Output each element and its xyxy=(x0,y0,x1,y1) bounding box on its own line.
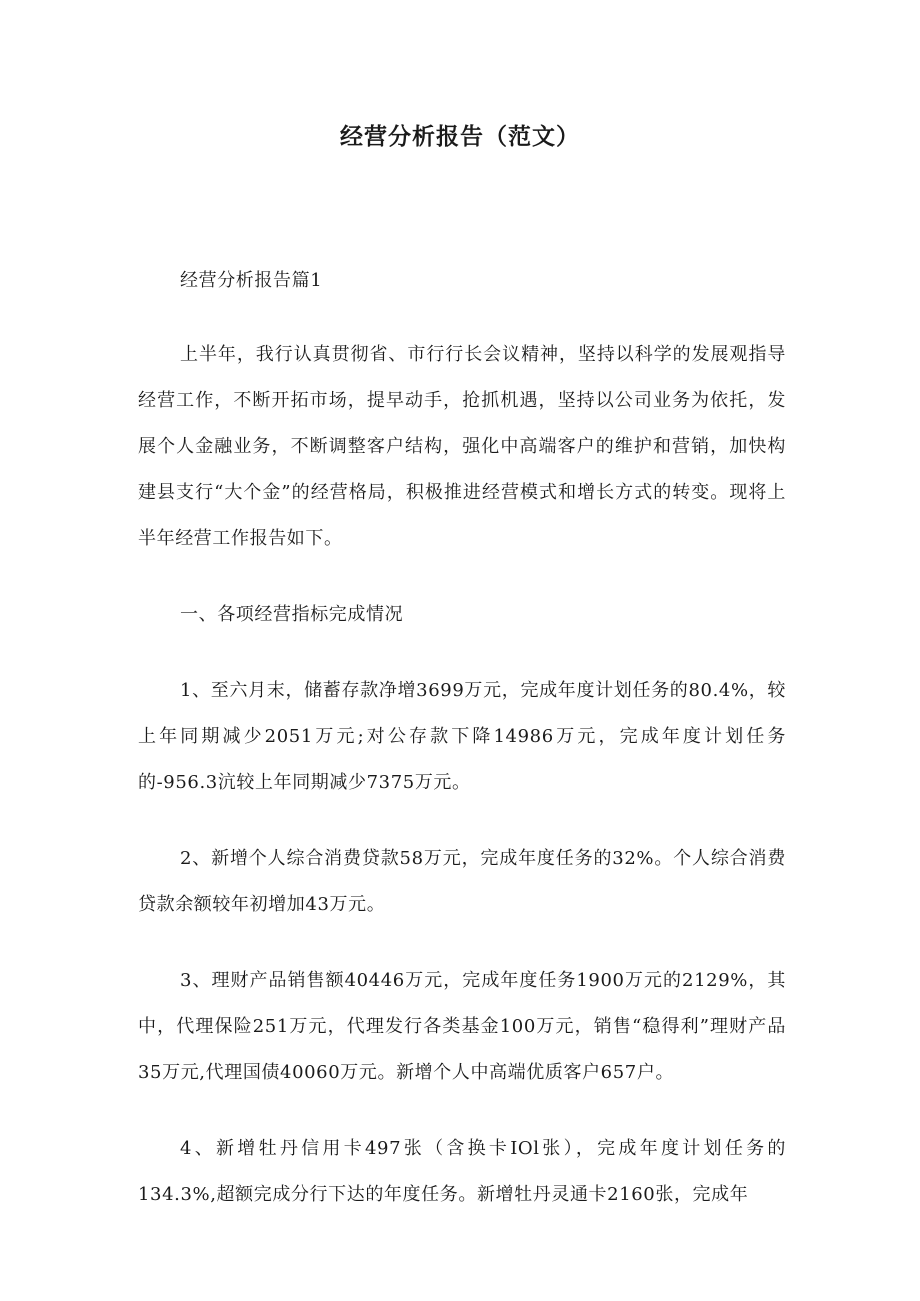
item-1-deposits: 1、至六月末，储蓄存款净增3699万元，完成年度计划任务的80.4%，较上年同期减少2051万元;对公存款下降14986万元，完成年度计划任务的-956.3沆较上年同期减少7375万元。 xyxy=(138,680,786,793)
document-title: 经营分析报告（范文） xyxy=(340,124,580,150)
item-2-consumer-loans: 2、新增个人综合消费贷款58万元，完成年度任务的32%。个人综合消费贷款余额较年初增加43万元。 xyxy=(138,848,786,915)
item-3-wealth-products: 3、理财产品销售额40446万元，完成年度任务1900万元的2129%，其中，代理保险251万元，代理发行各类基金100万元，销售“稳得利”理财产品35万元,代理国债40060万元。新增个人中高端优质客户657户。 xyxy=(138,970,786,1083)
section-heading-indicators: 一、各项经营指标完成情况 xyxy=(180,604,404,625)
document-body xyxy=(138,258,786,1218)
section-title: 经营分析报告篇1 xyxy=(180,270,323,291)
item-4-cards: 4、新增牡丹信用卡497张（含换卡IOl张），完成年度计划任务的134.3%,超额完成分行下达的年度任务。新增牡丹灵通卡2160张，完成年 xyxy=(138,1138,786,1205)
intro-paragraph: 上半年，我行认真贯彻省、市行行长会议精神，坚持以科学的发展观指导经营工作，不断开拓市场，提早动手，抢抓机遇，坚持以公司业务为依托，发展个人金融业务，不断调整客户结构，强化中高端客户的维护和营销，加快构建县支行“大个金”的经营格局，积极推进经营模式和增长方式的转变。现将上半年经营工作报告如下。 xyxy=(138,344,786,549)
